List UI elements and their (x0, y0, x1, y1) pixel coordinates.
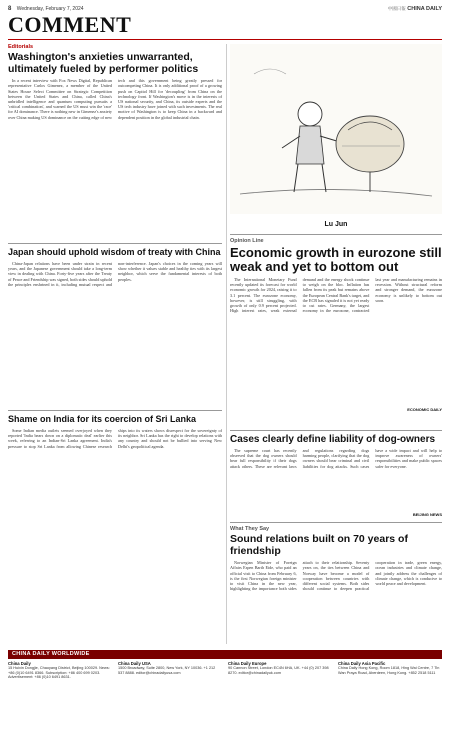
editorials-label: Editorials (8, 44, 34, 50)
editorial-cartoon (230, 44, 442, 230)
masthead-brand (388, 6, 442, 12)
editorial-3-text: Some Indian media outlets seemed overjoyed when they reported 'India bears down on a diplomatic deal' earlier this week, referring to an Indian-Sri Lanka agreement. India's pressure to stop Sri Lanka from allowing Chinese research ships into its waters shows disrespect for the sovereignty of its neighbor. Sri Lanka has the right to develop relations with any country and should not be bullied into serving New Delhi's geopolitical agenda. (8, 427, 222, 449)
divider (230, 234, 442, 235)
footer-col-1-text: 15 Huixin Dongjie, Chaoyang District, Beijing 100029. News: +86 (0)10 6491 8366. Subscription: +86 400 699 0203. Advertisement: +86 (0)10 6491 8631. (8, 666, 110, 680)
brand-name: CHINA DAILY (407, 6, 442, 12)
footer-banner: CHINA DAILY WORLDWIDE (8, 650, 442, 659)
editorial-japan (8, 248, 222, 401)
editorial-2-body (8, 261, 222, 401)
editorial-india (8, 415, 222, 643)
divider (8, 243, 222, 244)
footer-col-2 (118, 662, 222, 680)
brief-body (230, 448, 442, 510)
divider (230, 522, 442, 523)
opinion-text: The International Monetary Fund recently updated its forecast for world economic growth for 2024, raising it to 3.1 percent. The eurozone economy, however, is still struggling, with growth of only 0.9 percent projected. High interest rates, weak external demand and the energy shock continue to weigh on the bloc. Inflation has fallen from its peak but remains above the European Central Bank's target, and the ECB has signaled it is not yet ready to cut rates. Germany, the largest economy in the eurozone, contracted last year and manufacturing remains in recession. Without structural reform and stronger demand, the eurozone economy is unlikely to bottom out soon. (230, 277, 442, 314)
opinion-source: ECONOMIC DAILY (407, 407, 442, 412)
brief-title: Cases clearly define liability of dog-owners (230, 434, 436, 445)
editorial-3-body (8, 428, 222, 643)
brief-text: The supreme court has recently observed that the dog owners should bear full responsibility if their dogs attack others. These are relevant laws and regulations regarding dogs harming people, clarifying that the dog owners should bear criminal and civil liabilities for dog attacks. Such cases have a wide impact and will help to improve awareness of owners' responsibilities and make public spaces safer for everyone. (230, 448, 442, 469)
footer-col-4 (338, 662, 442, 680)
opinion-article (230, 238, 442, 412)
footer-col-1 (8, 662, 112, 680)
brand-chinese: 中國日報 (387, 6, 406, 11)
editorial-2-text: China-Japan relations have been under strain in recent years, and the Japanese government should take a long-term view in dealing with China. Forty-five years after the Treaty of Peace and Friendship was signed, both sides should uphold the principles enshrined in it, including mutual respect and non-interference. Japan's choices in the coming years will show whether it values stable and healthy ties with its largest neighbor, which serve the fundamental interests of both peoples. (8, 260, 222, 287)
footer-col-3 (228, 662, 332, 680)
wts-text: Norwegian Minister of Foreign Affairs Espen Barth Eide, who paid an official visit to China from February 6, is the first Norwegian foreign minister to visit China in the new year, highlighting the importance both sides attach to their relationship. Seventy years on, the ties between China and Norway have become a model of cooperation between countries with different social systems. Both sides should continue to deepen practical cooperation in trade, green energy, ocean industries and climate change, and jointly address the challenges of climate change, which is conducive to world peace and development. (230, 560, 442, 592)
opinion-body (230, 277, 442, 405)
editorial-1-text: In a recent interview with Fox News Digital, Republican representative Carlos Gimenez, a member of the United States House Select Committee on Strategic Competition between the United States and China, called China's unbridled intelligence and quantum computing pursuits a 'critical combination', and warned the US must win the 'race' for AI dominance. There is nothing new in Gimenez's anxiety over China making US dominance on the cutting edge of new tech and this government being greatly pressed for outcompeting China. It is only additional proof of a growing push on Capitol Hill for 'decoupling' from China on the technology front. If Washington's move is in the interests of US national security, and China, its outside experts and the US tech industry have joined with such investments. The real motive of Washington is to keep China in a backward and dependent position in the global industrial chain. (8, 78, 222, 120)
footer-columns (8, 662, 442, 680)
editorial-2-title: Japan should uphold wisdom of treaty with China (8, 247, 221, 257)
footer-col-2-text: 1500 Broadway, Suite 2800, New York, NY 10036. +1 212 537 8888. editor@chinadailyusa.com (118, 666, 216, 675)
cartoon-artist: Lu Jun (324, 221, 348, 228)
editorial-3-title: Shame on India for its coercion of Sri Lanka (8, 414, 197, 424)
divider (8, 410, 222, 411)
issue-date: Wednesday, February 7, 2024 (16, 6, 84, 12)
brief-dog-owners (230, 434, 442, 517)
footer-col-3-title: China Daily Europe (228, 660, 267, 666)
section-rule (8, 39, 442, 40)
cartoon-illustration (230, 44, 442, 214)
footer-col-1-title: China Daily (8, 660, 31, 666)
opinion-title: Economic growth in eurozone still weak and yet to bottom out (230, 245, 442, 274)
wts-title: Sound relations built on 70 years of friendship (230, 533, 408, 557)
section-title: COMMENT (8, 12, 132, 37)
page-number: 8 (8, 6, 12, 12)
footer-col-4-title: China Daily Asia Pacific (338, 660, 386, 666)
column-divider (226, 44, 227, 644)
what-they-say-article (230, 526, 442, 659)
wts-body (230, 560, 442, 652)
opinion-label: Opinion Line (230, 238, 264, 244)
footer-col-4-text: China Daily Hong Kong, Room 1818, Hing Wai Centre, 7 Tin Wan Praya Road, Aberdeen, Hong Kong. +852 2518 5111 (338, 666, 440, 675)
brief-source: BEIJING NEWS (412, 512, 442, 517)
editorial-washington (8, 44, 222, 248)
editorial-1-title: Washington's anxieties unwarranted, ultimately fueled by performer politics (8, 51, 199, 75)
what-they-say-label: What They Say (230, 526, 270, 532)
footer-col-3-text: 90 Cannon Street, London EC4N 6HA, UK. +44 (0) 207 398 8270. editor@chinadailyuk.com (228, 666, 329, 675)
divider (230, 430, 442, 431)
editorial-1-body (8, 78, 222, 248)
footer-directory (8, 650, 442, 742)
footer-col-2-title: China Daily USA (118, 660, 151, 666)
